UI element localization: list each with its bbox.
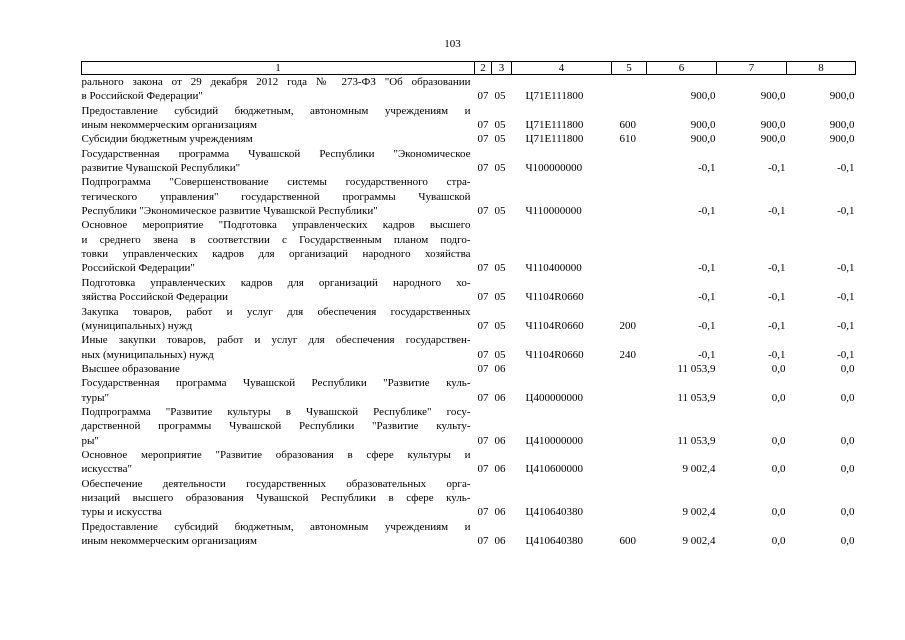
section-code: 07	[477, 205, 489, 218]
amount-year-3: -0,1	[837, 348, 855, 361]
row-name	[82, 276, 475, 305]
row-name-line: (муниципальных) нужд	[81, 319, 193, 332]
amount-year-2: 0,0	[771, 391, 786, 404]
subsection-code: 05	[494, 348, 506, 361]
section-code: 07	[477, 90, 489, 103]
amount-year-1: -0,1	[698, 348, 716, 361]
amount-year-2: 0,0	[771, 362, 786, 375]
section-code: 07	[477, 262, 489, 275]
subsection-code: 06	[494, 434, 506, 447]
target-article-code: Ч100000000	[525, 162, 583, 175]
row-name-line: дарственной программы Чувашской Республики "Развитие культу-	[81, 420, 471, 433]
target-article-code: Ц71Е111800	[525, 119, 584, 132]
amount-year-3: -0,1	[837, 162, 855, 175]
amount-year-1: -0,1	[698, 262, 716, 275]
target-article-code: Ч1104R0660	[525, 348, 584, 361]
row-name	[82, 175, 475, 218]
header-cell: 6	[647, 62, 717, 75]
row-name-line: ных (муниципальных) нужд	[81, 348, 214, 361]
subsection-code: 06	[494, 463, 506, 476]
subsection-code: 05	[494, 319, 506, 332]
budget-table	[81, 61, 856, 548]
amount-year-2: -0,1	[768, 348, 786, 361]
amount-year-3: 0,0	[840, 463, 855, 476]
row-name-line: Подпрограмма "Совершенствование системы государственного стра-	[81, 176, 471, 189]
table-body	[82, 75, 856, 549]
subsection-code: 05	[494, 162, 506, 175]
expense-type-code	[612, 276, 647, 305]
row-name-line: иным некоммерческим организациям	[81, 119, 257, 132]
target-article-code: Ц400000000	[525, 391, 583, 404]
row-name	[82, 333, 475, 362]
section-code: 07	[477, 162, 489, 175]
subsection-code: 06	[494, 506, 506, 519]
row-name-line: Подготовка управленческих кадров для организаций народного хо-	[81, 276, 471, 289]
section-code: 07	[477, 506, 489, 519]
amount-year-1: -0,1	[698, 319, 716, 332]
section-code: 07	[477, 535, 489, 547]
amount-year-1: 9 002,4	[682, 463, 716, 476]
row-name	[82, 448, 475, 477]
amount-year-1: 9 002,4	[682, 506, 716, 519]
row-name	[82, 75, 475, 104]
amount-year-1: 900,0	[690, 119, 716, 132]
amount-year-3: -0,1	[837, 319, 855, 332]
header-cell: 5	[612, 62, 647, 75]
header-cell: 1	[82, 62, 475, 75]
row-name	[82, 132, 475, 146]
table-row	[82, 477, 856, 520]
page-number: 103	[444, 38, 461, 50]
row-name-line: в Российской Федерации"	[81, 90, 203, 103]
header-cell: 8	[787, 62, 856, 75]
amount-year-3: 0,0	[840, 362, 855, 375]
section-code: 07	[477, 434, 489, 447]
expense-type-code: 600	[619, 119, 636, 132]
amount-year-2: 0,0	[771, 463, 786, 476]
subsection-code: 06	[494, 362, 506, 375]
row-name-line: Республики "Экономическое развитие Чувашской Республики"	[81, 205, 378, 218]
row-name-line: тегического управления" государственной программы Чувашской	[81, 190, 471, 203]
expense-type-code	[612, 376, 647, 405]
section-code: 07	[477, 463, 489, 476]
expense-type-code: 200	[619, 319, 636, 332]
header-cell: 4	[512, 62, 612, 75]
row-name-line: Подпрограмма "Развитие культуры в Чувашской Республике" госу-	[81, 405, 471, 418]
row-name	[82, 147, 475, 176]
amount-year-1: -0,1	[698, 205, 716, 218]
expense-type-code: 610	[619, 133, 636, 146]
amount-year-2: 0,0	[771, 506, 786, 519]
section-code: 07	[477, 391, 489, 404]
header-row	[82, 62, 856, 75]
subsection-code: 06	[494, 535, 506, 547]
amount-year-2: -0,1	[768, 291, 786, 304]
row-name	[82, 362, 475, 376]
table-header	[82, 62, 856, 75]
amount-year-2: -0,1	[768, 262, 786, 275]
row-name-line: товки управленческих кадров для организаций народного хозяйства	[81, 248, 471, 261]
row-name-line: ры"	[81, 434, 99, 447]
amount-year-3: 900,0	[829, 119, 855, 132]
expense-type-code: 240	[619, 348, 636, 361]
row-name-line: Российской Федерации"	[81, 262, 195, 275]
expense-type-code: 600	[619, 535, 636, 547]
section-code: 07	[477, 291, 489, 304]
expense-type-code	[612, 477, 647, 520]
amount-year-2: 0,0	[771, 434, 786, 447]
row-name-line: Предоставление субсидий бюджетным, автономным учреждениям и	[81, 520, 471, 533]
target-article-code: Ч1104R0660	[525, 319, 584, 332]
table-row	[82, 147, 856, 176]
amount-year-1: 11 053,9	[677, 391, 716, 404]
amount-year-2: -0,1	[768, 319, 786, 332]
header-cell: 3	[492, 62, 512, 75]
amount-year-3: -0,1	[837, 262, 855, 275]
expense-type-code	[612, 147, 647, 176]
subsection-code: 06	[494, 391, 506, 404]
amount-year-3: 0,0	[840, 535, 855, 547]
table-row	[82, 333, 856, 362]
amount-year-1: 900,0	[690, 133, 716, 146]
target-article-code: Ц410640380	[525, 506, 583, 519]
row-name-line: и среднего звена в соответствии с Государственным планом подго-	[81, 233, 471, 246]
row-name-line: Предоставление субсидий бюджетным, автономным учреждениям и	[81, 104, 471, 117]
amount-year-3: 0,0	[840, 391, 855, 404]
row-name-line: Высшее образование	[81, 362, 180, 375]
row-name-line: низаций высшего образования Чувашской Республики в сфере куль-	[81, 491, 471, 504]
subsection-code: 05	[494, 90, 506, 103]
row-name-line: туры"	[81, 391, 110, 404]
table-row	[82, 104, 856, 133]
subsection-code: 05	[494, 262, 506, 275]
row-name-line: развитие Чувашской Республики"	[81, 162, 241, 175]
amount-year-1: -0,1	[698, 162, 716, 175]
expense-type-code	[612, 362, 647, 376]
header-cell: 2	[475, 62, 492, 75]
amount-year-2: 900,0	[760, 90, 786, 103]
table-row	[82, 305, 856, 334]
amount-year-3: 0,0	[840, 434, 855, 447]
amount-year-3: -0,1	[837, 291, 855, 304]
amount-year-3: -0,1	[837, 205, 855, 218]
table-row	[82, 448, 856, 477]
amount-year-2: -0,1	[768, 205, 786, 218]
row-name	[82, 104, 475, 133]
row-name-line: иным некоммерческим организациям	[81, 535, 257, 547]
amount-year-1: -0,1	[698, 291, 716, 304]
row-name-line: туры и искусства	[81, 506, 162, 519]
amount-year-3: 900,0	[829, 90, 855, 103]
subsection-code: 05	[494, 291, 506, 304]
row-name	[82, 405, 475, 448]
section-code: 07	[477, 362, 489, 375]
target-article-code: Ц410000000	[525, 434, 583, 447]
row-name-line: Субсидии бюджетным учреждениям	[81, 133, 253, 146]
target-article-code: Ц71Е111800	[525, 133, 584, 146]
target-article-code: Ч110400000	[525, 262, 582, 275]
row-name-line: зяйства Российской Федерации	[81, 291, 229, 304]
amount-year-1: 9 002,4	[682, 535, 716, 547]
row-name-line: Государственная программа Чувашской Республики "Развитие куль-	[81, 377, 471, 390]
target-article-code: Ц410600000	[525, 463, 583, 476]
amount-year-1: 11 053,9	[677, 362, 716, 375]
section-code: 07	[477, 348, 489, 361]
row-name-line: Обеспечение деятельности государственных образовательных орга-	[81, 477, 471, 490]
row-name-line: Государственная программа Чувашской Республики "Экономическое	[81, 147, 471, 160]
table-row	[82, 362, 856, 376]
table-row	[82, 175, 856, 218]
table-row	[82, 376, 856, 405]
target-article-code: Ц410640380	[525, 535, 583, 547]
table-row	[82, 405, 856, 448]
row-name	[82, 218, 475, 275]
row-name	[82, 376, 475, 405]
amount-year-1: 900,0	[690, 90, 716, 103]
amount-year-1: 11 053,9	[677, 434, 716, 447]
amount-year-2: 900,0	[760, 133, 786, 146]
row-name	[82, 477, 475, 520]
target-article-code: Ц71Е111800	[525, 90, 584, 103]
section-code: 07	[477, 319, 489, 332]
expense-type-code	[612, 218, 647, 275]
subsection-code: 05	[494, 205, 506, 218]
expense-type-code	[612, 75, 647, 104]
target-article-code: Ч1104R0660	[525, 291, 584, 304]
section-code: 07	[477, 133, 489, 146]
amount-year-2: 900,0	[760, 119, 786, 132]
subsection-code: 05	[494, 133, 506, 146]
amount-year-3: 0,0	[840, 506, 855, 519]
expense-type-code	[612, 405, 647, 448]
row-name-line: искусства"	[81, 463, 132, 476]
row-name	[82, 520, 475, 549]
header-cell: 7	[717, 62, 787, 75]
row-name-line: Основное мероприятие "Подготовка управленческих кадров высшего	[81, 219, 471, 232]
expense-type-code	[612, 175, 647, 218]
row-name-line: Закупка товаров, работ и услуг для обеспечения государственных	[81, 305, 471, 318]
amount-year-2: -0,1	[768, 162, 786, 175]
target-article-code	[512, 362, 612, 376]
table-row	[82, 276, 856, 305]
table-row	[82, 132, 856, 146]
table-row	[82, 75, 856, 104]
table-row	[82, 218, 856, 275]
row-name	[82, 305, 475, 334]
amount-year-3: 900,0	[829, 133, 855, 146]
amount-year-2: 0,0	[771, 535, 786, 547]
row-name-line: рального закона от 29 декабря 2012 года № 273-ФЗ "Об образовании	[81, 76, 471, 88]
section-code: 07	[477, 119, 489, 132]
target-article-code: Ч110000000	[525, 205, 582, 218]
expense-type-code	[612, 448, 647, 477]
subsection-code: 05	[494, 119, 506, 132]
row-name-line: Иные закупки товаров, работ и услуг для обеспечения государствен-	[81, 334, 471, 347]
row-name-line: Основное мероприятие "Развитие образования в сфере культуры и	[81, 448, 471, 461]
table-row	[82, 520, 856, 549]
